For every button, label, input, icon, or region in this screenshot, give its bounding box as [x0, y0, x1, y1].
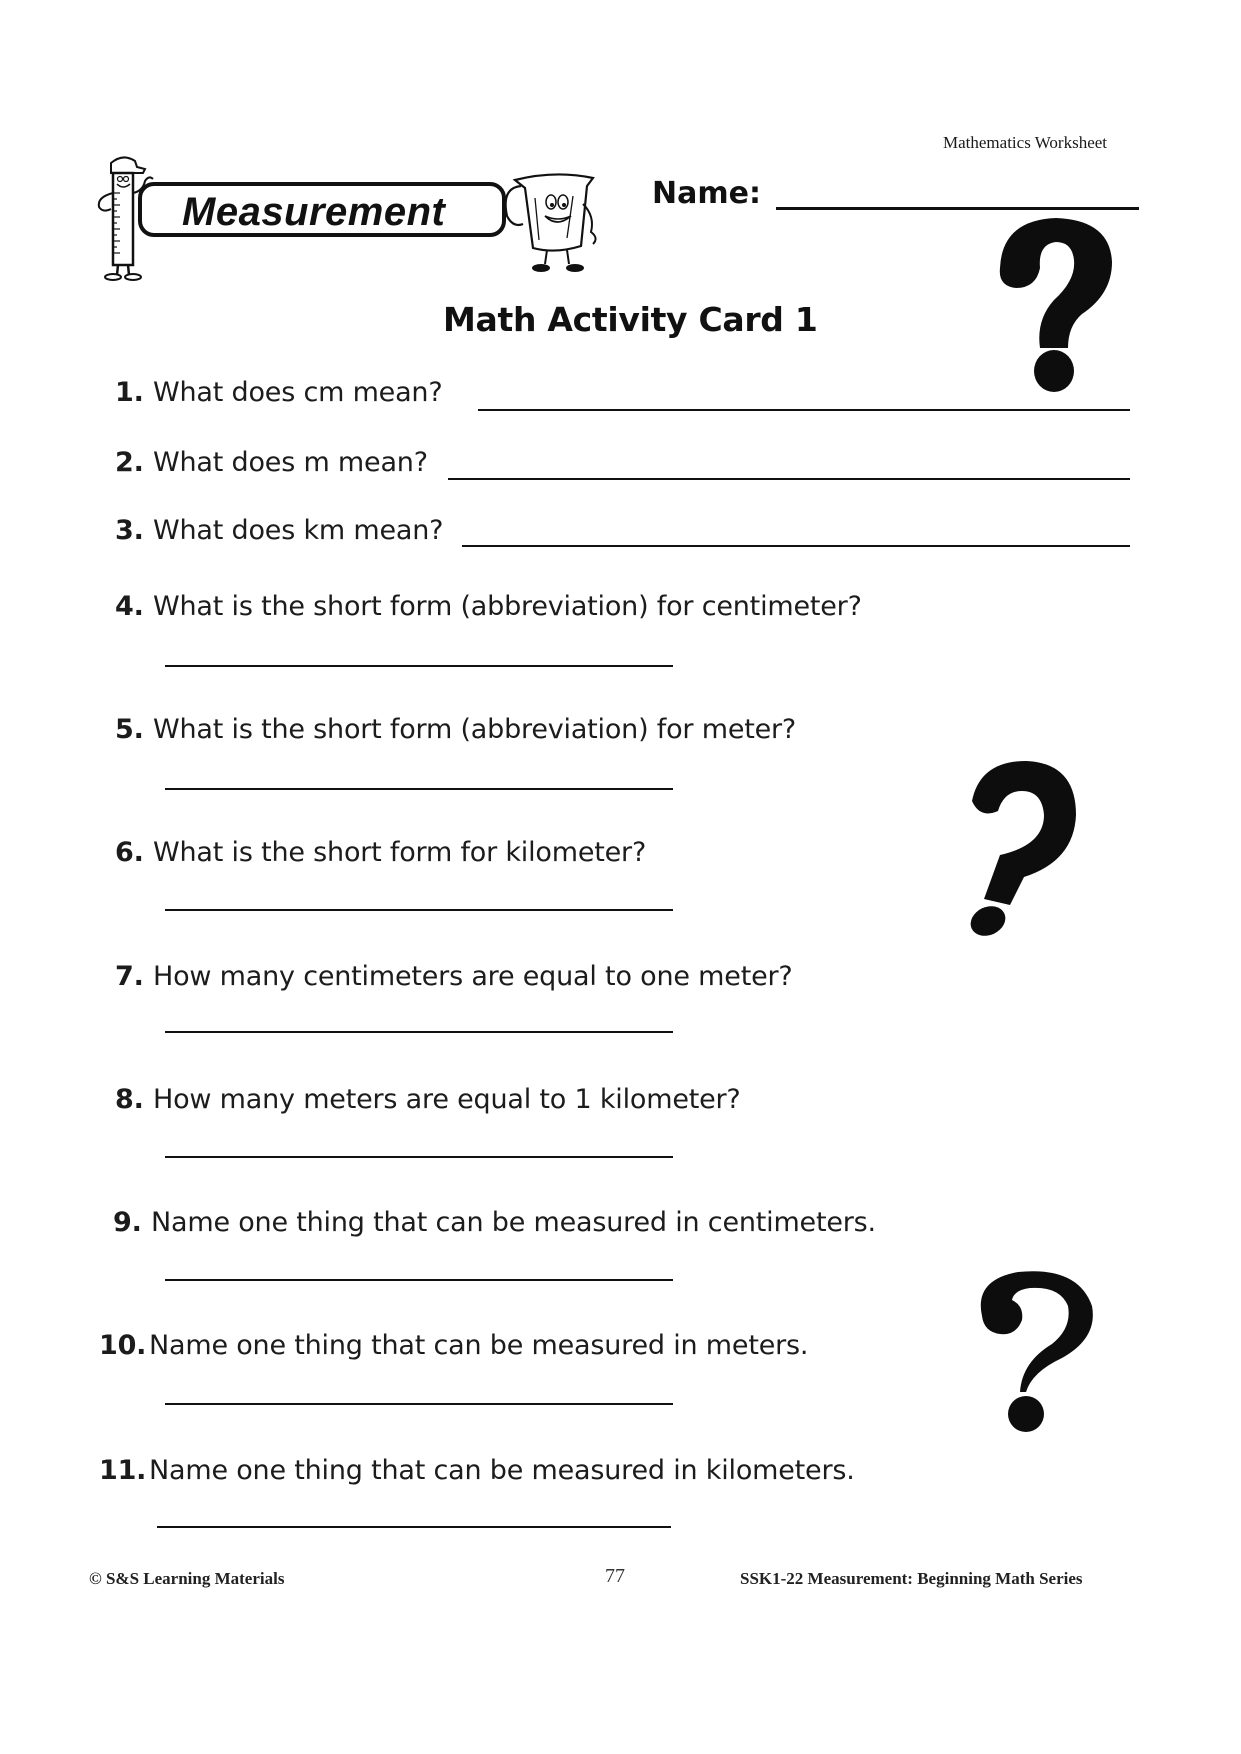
banner [138, 182, 506, 237]
question-11 [99, 1455, 855, 1486]
question-number: 6. [115, 837, 144, 868]
question-3 [115, 515, 443, 546]
measuring-cup-mascot-icon [495, 168, 601, 276]
question-number: 8. [115, 1084, 144, 1115]
question-text: Name one thing that can be measured in meters. [149, 1330, 809, 1361]
question-2 [115, 447, 428, 478]
question-number: 10. [99, 1330, 147, 1361]
worksheet-type-label: Mathematics Worksheet [943, 133, 1108, 152]
question-6 [115, 837, 646, 868]
page-title: Math Activity Card 1 [443, 300, 818, 339]
answer-field-7[interactable] [165, 1031, 673, 1033]
question-number: 3. [115, 515, 144, 546]
question-text: What does m mean? [153, 447, 428, 478]
question-text: How many meters are equal to 1 kilometer? [153, 1084, 741, 1115]
name-field[interactable] [776, 207, 1139, 210]
banner-title: Measurement [182, 190, 446, 234]
answer-field-5[interactable] [165, 788, 673, 790]
name-label: Name: [652, 176, 761, 211]
question-mark-icon [968, 1266, 1098, 1436]
question-text: What is the short form (abbreviation) for meter? [153, 714, 797, 745]
answer-field-4[interactable] [165, 665, 673, 667]
footer-copyright: © S&S Learning Materials [89, 1569, 285, 1588]
question-mark-icon [996, 216, 1116, 394]
answer-field-10[interactable] [165, 1403, 673, 1405]
question-1 [115, 377, 442, 408]
question-text: What does cm mean? [153, 377, 443, 408]
question-text: Name one thing that can be measured in centimeters. [151, 1207, 876, 1238]
question-10 [99, 1330, 808, 1361]
answer-field-6[interactable] [165, 909, 673, 911]
question-text: What is the short form (abbreviation) for centimeter? [153, 591, 862, 622]
answer-field-2[interactable] [448, 478, 1130, 480]
question-text: Name one thing that can be measured in kilometers. [149, 1455, 855, 1486]
question-9 [113, 1207, 876, 1238]
question-8 [115, 1084, 741, 1115]
answer-field-1[interactable] [478, 409, 1130, 411]
answer-field-8[interactable] [165, 1156, 673, 1158]
question-5 [115, 714, 796, 745]
answer-field-11[interactable] [157, 1526, 671, 1528]
question-text: What does km mean? [153, 515, 444, 546]
question-number: 1. [115, 377, 144, 408]
question-4 [115, 591, 862, 622]
footer-page-number: 77 [605, 1565, 625, 1587]
question-text: What is the short form for kilometer? [153, 837, 647, 868]
question-number: 2. [115, 447, 144, 478]
question-7 [115, 961, 793, 992]
question-number: 5. [115, 714, 144, 745]
question-mark-icon [960, 755, 1082, 937]
question-number: 7. [115, 961, 144, 992]
question-number: 9. [113, 1207, 142, 1238]
footer-series: SSK1-22 Measurement: Beginning Math Series [740, 1569, 1083, 1588]
question-text: How many centimeters are equal to one meter? [153, 961, 793, 992]
question-number: 4. [115, 591, 144, 622]
question-number: 11. [99, 1455, 147, 1486]
answer-field-3[interactable] [462, 545, 1130, 547]
answer-field-9[interactable] [165, 1279, 673, 1281]
